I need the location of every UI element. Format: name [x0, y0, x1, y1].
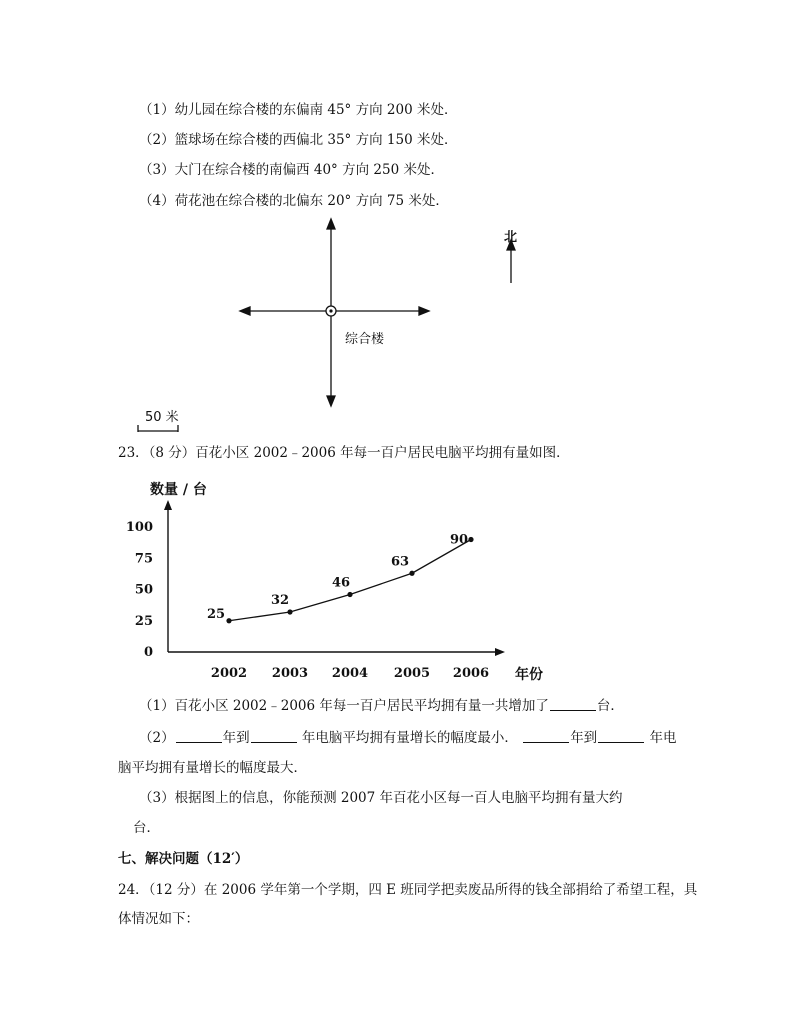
- answer-blank[interactable]: [176, 730, 222, 743]
- x-tick-label: 2004: [331, 666, 369, 681]
- y-tick-label: 25: [134, 613, 153, 629]
- q23-sub1: [139, 698, 624, 714]
- y-tick-label: 100: [125, 520, 153, 535]
- q22-item-1: （1）幼儿园在综合楼的东偏南 45° 方向 200 米处．: [139, 102, 458, 118]
- data-label: 63: [390, 554, 410, 570]
- y-axis-arrow: [164, 500, 172, 510]
- data-label: 90: [449, 532, 469, 548]
- data-point: [409, 571, 414, 576]
- q23-sub2-prefix: （2）: [139, 730, 175, 746]
- center-label: 综合楼: [345, 332, 385, 347]
- data-point: [226, 618, 231, 623]
- q23-sub2-min-text: 年电脑平均拥有量增长的幅度最小．: [301, 730, 518, 746]
- q22-item-3: （3）大门在综合楼的南偏西 40° 方向 250 米处．: [139, 162, 444, 178]
- q24-line1: 24．（12 分）在 2006 学年第一个学期，四 E 班同学把卖废品所得的钱全部捐给了希望工程，具: [118, 882, 698, 898]
- q22-item-4: （4）荷花池在综合楼的北偏东 20° 方向 75 米处．: [139, 193, 449, 209]
- q23-sub2-line2: 脑平均拥有量增长的幅度最大．: [118, 760, 307, 776]
- q23-sub1-unit: 台．: [596, 698, 624, 714]
- q23-sub2-to: 年到: [222, 730, 250, 746]
- answer-blank[interactable]: [523, 730, 569, 743]
- x-tick-label: 2002: [210, 666, 248, 681]
- north-label: 北: [504, 230, 518, 245]
- data-label: 46: [331, 575, 351, 591]
- answer-blank[interactable]: [598, 730, 644, 743]
- q23-sub2-to2: 年到: [570, 730, 598, 746]
- x-tick-label: 2006: [452, 666, 490, 681]
- x-tick-label: 2003: [271, 666, 309, 681]
- q22-item-2: （2）篮球场在综合楼的西偏北 35° 方向 150 米处．: [139, 132, 458, 148]
- answer-blank[interactable]: [251, 730, 297, 743]
- q23-sub2-tail: 年电: [649, 730, 677, 746]
- data-label: 32: [270, 593, 290, 608]
- section-title: 七、解决问题（12′）: [118, 851, 249, 867]
- y-tick-label: 50: [134, 582, 153, 598]
- q24-line2: 体情况如下：: [118, 911, 199, 927]
- q23-sub1-text: （1）百花小区 2002﹣2006 年每一百户居民平均拥有量一共增加了: [139, 698, 549, 714]
- answer-blank[interactable]: [550, 698, 596, 711]
- data-point: [468, 537, 473, 542]
- chart-xlabel: 年份: [515, 667, 543, 683]
- data-label: 25: [206, 606, 226, 622]
- x-tick-label: 2005: [393, 666, 431, 681]
- q23-sub3-line1: （3）根据图上的信息，你能预测 2007 年百花小区每一百人电脑平均拥有量大约: [139, 790, 623, 806]
- data-point: [287, 609, 292, 614]
- scale-label: 50 米: [145, 410, 179, 425]
- data-point: [347, 592, 352, 597]
- y-tick-label: 0: [143, 645, 153, 660]
- y-tick-label: 75: [134, 551, 153, 567]
- q23-sub3-line2: 台．: [133, 820, 160, 836]
- q23-sub2: [139, 730, 676, 746]
- q23-heading: 23．（8 分）百花小区 2002﹣2006 年每一百户居民电脑平均拥有量如图．: [118, 445, 570, 461]
- chart-ylabel: 数量 / 台: [150, 482, 207, 498]
- x-axis-arrow: [495, 648, 505, 656]
